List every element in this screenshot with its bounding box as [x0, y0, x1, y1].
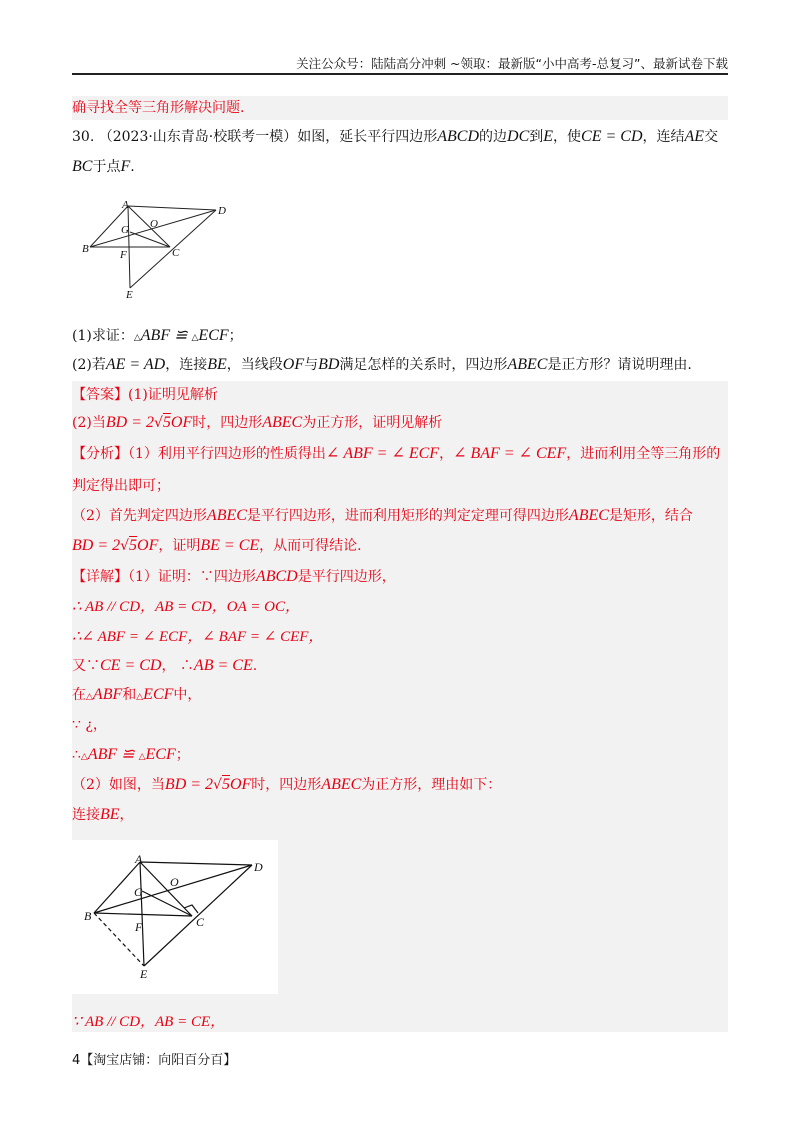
answer-text: 为正方形，证明见解析	[302, 415, 443, 431]
detail-line7: ∴△ABF ≌ △ECF；	[72, 746, 190, 763]
detail-line3: ∴∠ ABF = ∠ ECF，∠ BAF = ∠ CEF，	[72, 629, 324, 645]
stem-text: .	[130, 159, 135, 175]
detail-text: （2）如图，当	[72, 777, 165, 793]
part-text: 满足怎样的关系时，四边形	[339, 357, 508, 373]
detail-line2: ∴ AB // CD，AB = CD，OA = OC，	[72, 599, 300, 615]
part-text: ，连接	[165, 357, 208, 373]
detail-line6: ∵ ¿，	[72, 717, 107, 733]
fig1-label-e: E	[126, 289, 133, 301]
part-math: ABF ≌	[140, 327, 192, 344]
fig1-label-b: B	[82, 243, 89, 255]
analysis-text: （1）利用平行四边形的性质得出	[128, 446, 326, 462]
detail-text: （1）证明：∵四边形	[128, 569, 256, 585]
analysis-text: 是平行四边形，进而利用矩形的判定定理可得四边形	[246, 508, 569, 524]
detail-math: CE = CD	[100, 657, 162, 674]
detail-math: BD = 2	[164, 776, 214, 793]
detail-line1	[72, 568, 396, 586]
stem-text: 交	[704, 129, 719, 145]
answer-text: (2)当	[72, 415, 106, 431]
question-source: （2023·山东青岛·校联考一模）	[98, 129, 298, 145]
answer-math: 5	[162, 414, 171, 431]
answer-text: (1)证明见解析	[128, 387, 218, 403]
detail-math: ECF	[143, 686, 174, 703]
detail-math: ABF	[92, 686, 123, 703]
stem-math: AE	[684, 128, 705, 145]
answer-line2: (2)当BD = 2√5OF时，四边形ABEC为正方形，证明见解析	[72, 414, 443, 431]
detail-line10: ∵ AB // CD，AB = CE，	[72, 1014, 226, 1030]
fig2-label-o: O	[170, 875, 179, 889]
fig2-label-a: A	[135, 852, 143, 866]
fig2-segment-ad	[140, 862, 252, 865]
detail-text: 为正方形，理由如下：	[361, 777, 502, 793]
stem-math: CE = CD	[581, 128, 643, 145]
analysis-text: ，进而利用全等三角形的	[566, 446, 721, 462]
detail-text: 在	[72, 687, 86, 703]
detail-math: AB = CE	[193, 657, 253, 674]
detail-text: 时，四边形	[251, 777, 322, 793]
detail-text: 连接	[72, 807, 100, 823]
answer-tag: 【答案】	[72, 387, 128, 403]
analysis-line1	[72, 445, 720, 463]
analysis-math: ABEC	[568, 507, 609, 524]
stem-math: ABCD	[437, 128, 480, 145]
detail-text: ；	[175, 747, 190, 763]
analysis-math: ∠ ABF = ∠ ECF	[325, 445, 440, 462]
part-text: ，当线段	[226, 357, 283, 373]
part-math: ABEC	[507, 356, 548, 373]
analysis-math: OF	[137, 537, 159, 554]
part-text: 与	[304, 357, 319, 373]
analysis-text: ，证明	[158, 538, 201, 554]
segment-gc	[130, 232, 170, 247]
stem-text: 的边	[479, 129, 508, 145]
detail-text: 又∵	[72, 658, 100, 674]
fig2-label-c: C	[196, 915, 205, 929]
page-footer: 4【淘宝店铺：向阳百分百】	[72, 1053, 237, 1068]
detail-text: 和	[122, 687, 137, 703]
prev-text: 确寻找全等三角形解决问题.	[72, 100, 245, 116]
part-math: ECF	[198, 327, 229, 344]
fig2-segment-bc	[94, 913, 192, 916]
detail-math: ECF	[145, 746, 176, 763]
question-part1: (1)求证：△ABF ≌ △ECF；	[72, 327, 243, 344]
stem-text: ，连结	[642, 129, 685, 145]
part-text: (2)若	[72, 357, 106, 373]
stem-text: 如图，延长平行四边形	[297, 129, 438, 145]
part-math: BE	[207, 356, 227, 373]
fig2-label-g: G	[134, 885, 143, 899]
part-math: OF	[282, 356, 305, 373]
detail-text: 是平行四边形，	[297, 569, 396, 585]
question-stem-line1	[72, 128, 718, 146]
fig2-label-b: B	[84, 909, 92, 923]
analysis-text: 是矩形，结合	[608, 508, 693, 524]
answer-math: BD = 2	[105, 414, 154, 431]
fig1-label-d: D	[218, 205, 226, 217]
stem-math: BC	[72, 158, 93, 175]
part-math: AE = AD	[105, 356, 166, 373]
answer-math: OF	[170, 414, 193, 431]
analysis-math: ABEC	[206, 507, 247, 524]
page-header: 关注公众号：陆陆高分冲刺 ~领取：最新版“小中高考-总复习”、最新试卷下载	[296, 56, 728, 71]
fig2-segment-bd	[94, 865, 252, 913]
stem-math: F	[120, 158, 131, 175]
analysis-math: ∠ BAF = ∠ CEF	[453, 445, 567, 462]
analysis-text: ，	[439, 446, 454, 462]
stem-text: 于点	[92, 159, 121, 175]
fig1-label-f: F	[120, 249, 127, 261]
part-text: 是正方形？请说明理由.	[547, 357, 692, 373]
header-rule	[72, 73, 728, 75]
detail-text: ，	[119, 807, 134, 823]
analysis-math: BE = CE	[200, 537, 260, 554]
question-stem-line2	[72, 158, 135, 176]
detail-math: BE	[100, 806, 120, 823]
fig1-label-g: G	[121, 224, 129, 236]
detail-text: 中，	[173, 687, 202, 703]
fig2-segment-gc	[142, 891, 192, 916]
detail-math: ABCD	[255, 568, 298, 585]
stem-text: ，使	[553, 129, 582, 145]
question-part2	[72, 356, 692, 374]
analysis-text: （2）首先判定四边形	[72, 508, 207, 524]
analysis-line3	[72, 507, 693, 525]
segment-ad	[128, 206, 216, 210]
stem-math: DC	[507, 128, 530, 145]
answer-line1	[72, 386, 218, 404]
fig1-label-a: A	[122, 199, 129, 211]
analysis-math: BD = 2	[72, 537, 121, 554]
detail-line9	[72, 806, 134, 824]
stem-text: 到	[529, 129, 544, 145]
detail-line8: （2）如图，当BD = 2√5OF时，四边形ABEC为正方形，理由如下：	[72, 776, 502, 793]
segment-ac	[128, 206, 170, 247]
fig2-label-f: F	[135, 920, 143, 934]
fig1-label-o: O	[150, 218, 158, 230]
analysis-math: 5	[129, 537, 138, 554]
detail-text: ∴	[72, 747, 81, 763]
detail-line4	[72, 657, 257, 675]
detail-math: ABF ≌	[87, 746, 139, 763]
detail-text: .	[252, 658, 258, 674]
detail-text: ， ∴	[161, 658, 194, 674]
answer-math: ABEC	[262, 414, 303, 431]
fig1-label-c: C	[172, 247, 180, 259]
part-text: ；	[228, 328, 243, 344]
question-figure	[80, 198, 230, 303]
analysis-text: ，从而可得结论.	[259, 538, 362, 554]
answer-text: 时，四边形	[192, 415, 263, 431]
analysis-line2: 判定得出即可；	[72, 478, 170, 494]
part-math: BD	[318, 356, 340, 373]
analysis-line4: BD = 2√5OF，证明BE = CE，从而可得结论.	[72, 537, 362, 554]
question-number: 30.	[72, 129, 95, 145]
detail-math: 5	[221, 776, 230, 793]
detail-line5: 在△ABF和△ECF中，	[72, 686, 202, 703]
detail-tag: 【详解】	[72, 569, 128, 585]
solution-figure	[80, 850, 270, 985]
right-angle-mark	[184, 905, 198, 913]
analysis-tag: 【分析】	[72, 446, 128, 462]
part-text: (1)求证：	[72, 328, 134, 344]
stem-math: E	[543, 128, 554, 145]
fig2-label-d: D	[254, 860, 263, 874]
detail-math: ABEC	[321, 776, 362, 793]
fig2-label-e: E	[140, 967, 148, 981]
detail-math: OF	[229, 776, 252, 793]
